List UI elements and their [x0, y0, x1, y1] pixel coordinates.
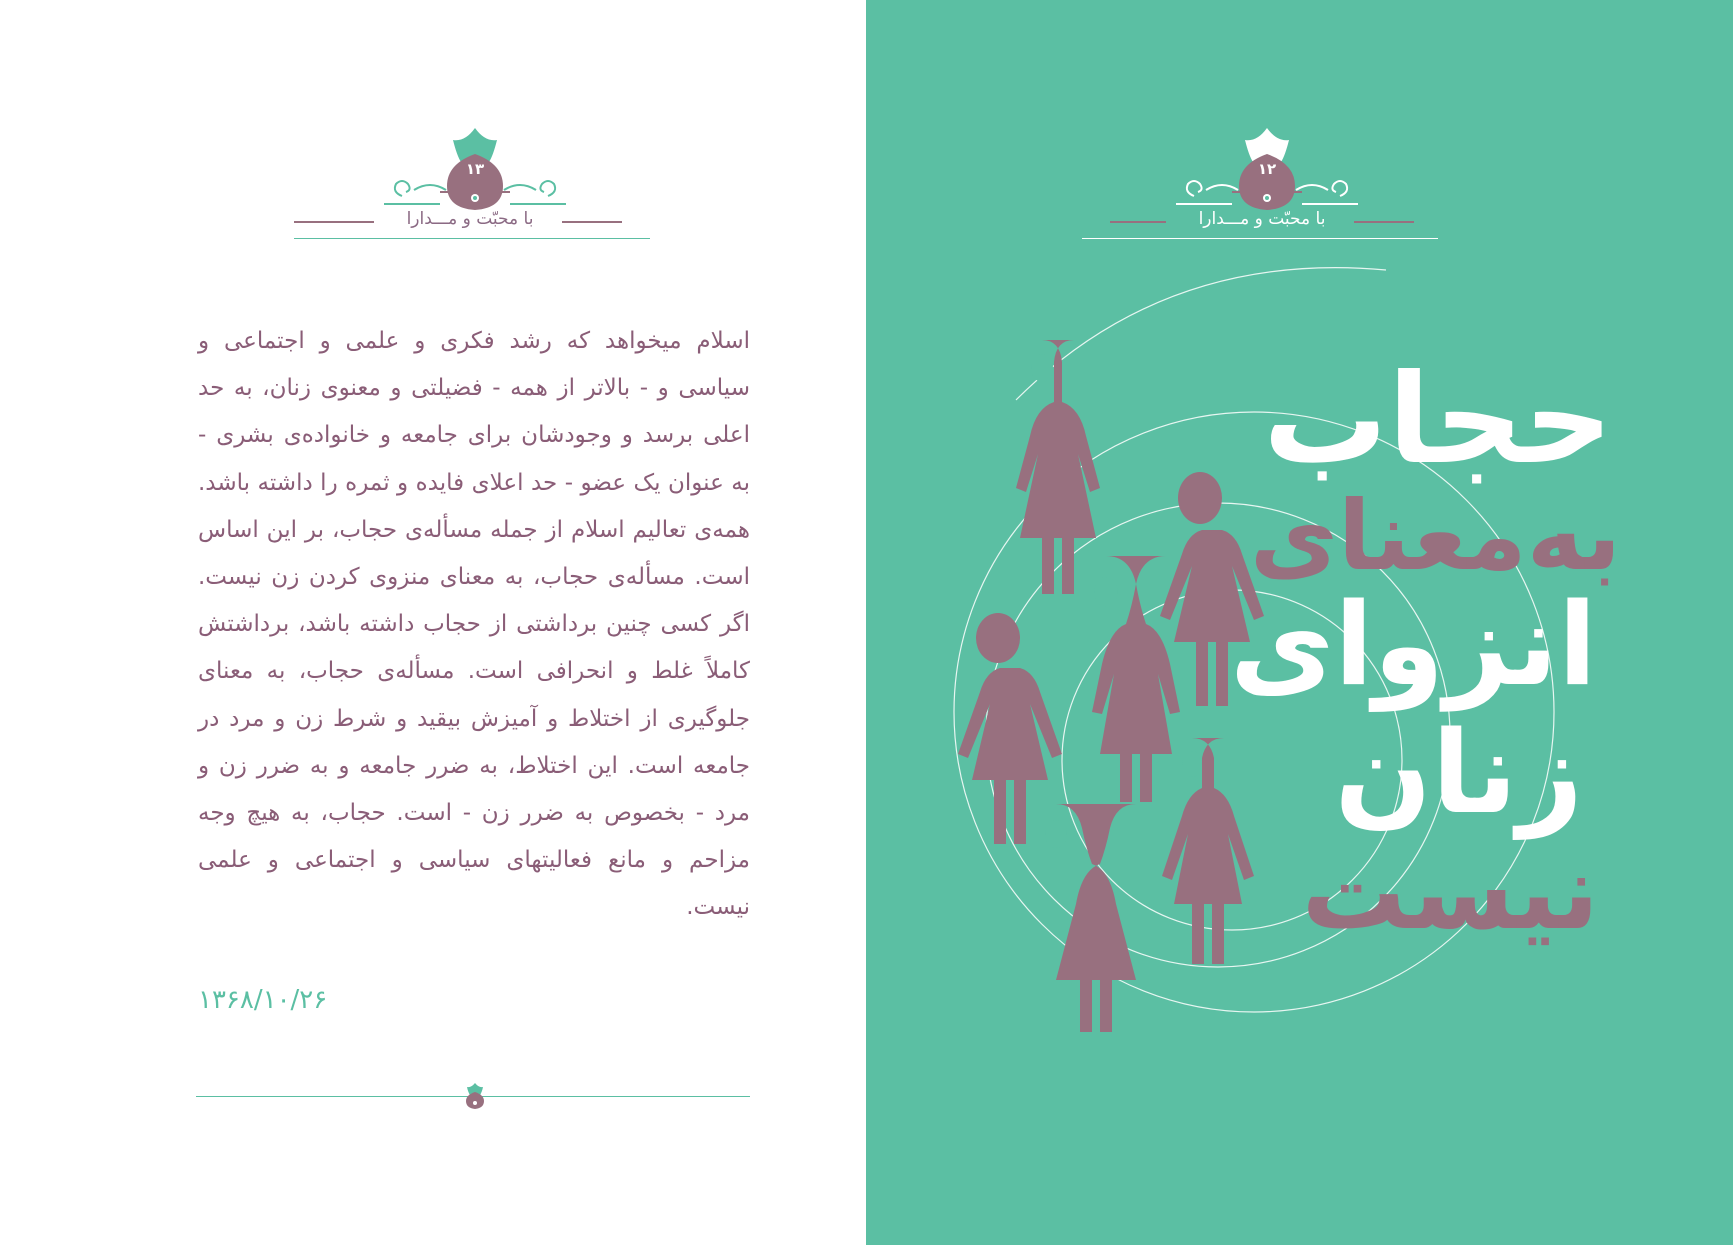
headline-line-3: انزوای: [1229, 578, 1597, 711]
running-title: با محبّت و مـــدارا: [1198, 209, 1326, 229]
headline-line-2: به‌معنای: [1249, 480, 1621, 592]
woman-figure-1: [1016, 340, 1100, 594]
headline-line-1: حجاب: [1263, 348, 1613, 492]
headline-line-4: زنان: [1334, 706, 1583, 839]
running-title: با محبّت و مـــدارا: [406, 209, 534, 229]
woman-figure-6: [1045, 804, 1136, 1032]
date: ۱۳۶۸/۱۰/۲۶: [198, 985, 328, 1015]
woman-figure-4: [958, 613, 1062, 844]
page-number: ۱۲: [1257, 160, 1277, 178]
right-page: [866, 0, 1733, 1245]
running-title-rule-left: [294, 221, 374, 223]
headline-line-5: نیست: [1301, 831, 1599, 953]
left-page: [0, 0, 866, 1245]
woman-figure-5: [1162, 738, 1254, 964]
running-title-rule-right: [562, 221, 622, 223]
body-text: اسلام میخواهد که رشد فکری و علمی و اجتماعی و سیاسی و - بالاتر از همه - فضیلتی و معنوی زنان، به حد اعلی برسد و وجودشان برای جامعه و خانواده‌ی بشری - به عنوان یک عضو - حد اعلای فایده و ثمره را داشته باشد. همه‌ی تعالیم اسلام از جمله مسأله‌ی حجاب، بر این اساس است. مسأله‌ی حجاب، به معنای منزوی کردن زن نیست. اگر کسی چنین برداشتی از حجاب داشته باشد، برداشتش کاملاً غلط و انحرافی است. مسأله‌ی حجاب، به معنای جلوگیری از اختلاط و آمیزش بیقید و شرط زن و مرد در جامعه است. این اختلاط، به ضرر جامعه و به ضرر زن و مرد - بخصوص به ضرر زن - است. حجاب، به هیچ وجه مزاحم و مانع فعالیتهای سیاسی و اجتماعی و علمی نیست.: [198, 328, 750, 921]
footer-ornament-icon: [462, 1082, 488, 1114]
page-number: ۱۳: [465, 160, 485, 178]
woman-figure-3: [1092, 556, 1180, 802]
header-underline: [294, 238, 650, 239]
